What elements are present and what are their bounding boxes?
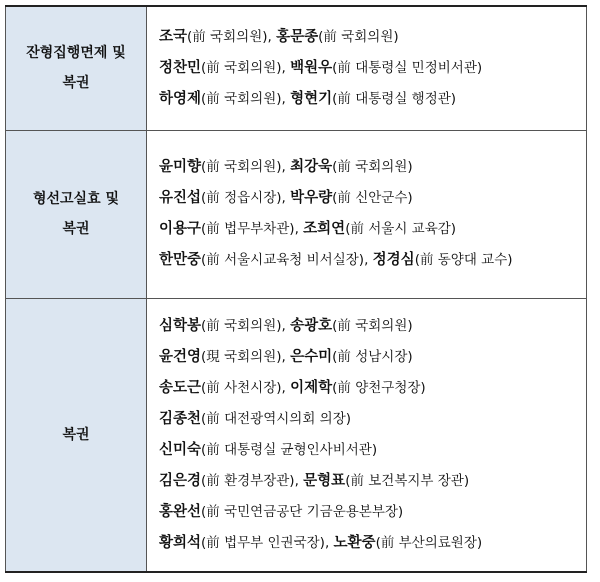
person-position: (前 정읍시장): [201, 190, 282, 206]
list-item: [159, 84, 586, 115]
separator: ,: [267, 28, 277, 45]
list-item: [159, 497, 586, 528]
list-item: [159, 183, 586, 214]
person-name: 송도근: [159, 379, 202, 396]
person-name: 김은경: [159, 472, 202, 489]
category-label: 복권: [62, 221, 90, 237]
separator: ,: [281, 379, 291, 396]
person-position: (現 국회의원): [201, 348, 282, 365]
person-name: 박우량: [290, 190, 333, 206]
person-position: (前 사천시장): [201, 379, 282, 396]
person-position: (前 법무부차관): [201, 221, 295, 237]
person-name: 조국: [159, 28, 188, 45]
person-position: (前 대통령실 행정관): [332, 90, 457, 107]
person-position: (前 국민연금공단 기금운용본부장): [201, 503, 404, 520]
names-cell: [147, 130, 587, 298]
person-position: (前 성남시장): [332, 348, 413, 365]
person-name: 한만중: [159, 252, 202, 268]
person-position: (前 국회의원): [201, 317, 282, 334]
separator: ,: [324, 534, 334, 551]
person-name: 백원우: [290, 59, 333, 76]
person-name: 노환중: [333, 534, 376, 551]
category-label: 복권: [62, 75, 90, 92]
person-name: 하영제: [159, 90, 202, 107]
table-row: [6, 6, 587, 130]
list-item: [159, 22, 586, 53]
pardon-list-table: [5, 5, 587, 573]
separator: ,: [281, 59, 291, 76]
category-label: 잔형집행면제 및: [26, 45, 126, 62]
table-row: [6, 130, 587, 298]
person-name: 최강욱: [290, 159, 333, 175]
separator: ,: [281, 190, 291, 206]
person-position: (前 국회의원): [187, 28, 268, 45]
list-item: [159, 342, 586, 373]
person-name: 유진섭: [159, 190, 202, 206]
person-name: 송광호: [290, 317, 333, 334]
separator: ,: [281, 317, 291, 334]
category-label: 형선고실효 및: [32, 191, 120, 207]
person-position: (前 국회의원): [201, 90, 282, 107]
person-position: (前 환경부장관): [201, 472, 295, 489]
list-item: [159, 53, 586, 84]
list-item: [159, 152, 586, 183]
separator: ,: [281, 348, 291, 365]
list-item: [159, 404, 586, 435]
list-item: [159, 528, 586, 559]
separator: ,: [281, 90, 291, 107]
person-name: 윤미향: [159, 159, 202, 175]
person-name: 황희석: [159, 534, 202, 551]
separator: ,: [364, 252, 373, 268]
category-label: 복권: [62, 426, 90, 443]
person-position: (前 국회의원): [332, 317, 413, 334]
person-name: 홍문종: [276, 28, 319, 45]
person-position: (前 국회의원): [318, 28, 399, 45]
person-name: 조희연: [303, 221, 346, 237]
person-name: 이용구: [159, 221, 202, 237]
person-name: 심학봉: [159, 317, 202, 334]
list-item: [159, 214, 586, 245]
list-item: [159, 311, 586, 342]
person-name: 형현기: [290, 90, 333, 107]
category-cell: [6, 130, 147, 298]
person-name: 문형표: [303, 472, 346, 489]
list-item: [159, 466, 586, 497]
list-item: [159, 245, 586, 276]
person-position: (前 서울시교육청 비서실장): [201, 252, 365, 268]
person-position: (前 보건복지부 장관): [345, 472, 470, 489]
person-position: (前 대통령실 균형인사비서관): [201, 441, 378, 458]
person-position: (前 국회의원): [332, 159, 413, 175]
person-position: (前 대통령실 민정비서관): [332, 59, 483, 76]
separator: ,: [281, 159, 291, 175]
person-name: 신미숙: [159, 441, 202, 458]
separator: ,: [294, 221, 304, 237]
names-cell: [147, 298, 587, 572]
person-position: (前 양천구청장): [332, 379, 426, 396]
person-name: 김종천: [159, 410, 202, 427]
person-position: (前 대전광역시의회 의장): [201, 410, 352, 427]
names-cell: [147, 6, 587, 130]
person-name: 홍완선: [159, 503, 202, 520]
person-name: 은수미: [290, 348, 333, 365]
person-name: 윤건영: [159, 348, 202, 365]
person-position: (前 동양대 교수): [414, 252, 513, 268]
separator: ,: [294, 472, 304, 489]
person-position: (前 신안군수): [332, 190, 413, 206]
category-cell: [6, 6, 147, 130]
person-name: 정경심: [372, 252, 415, 268]
table-body: [6, 6, 587, 572]
person-position: (前 서울시 교육감): [345, 221, 457, 237]
category-cell: [6, 298, 147, 572]
person-position: (前 부산의료원장): [375, 534, 483, 551]
person-position: (前 국회의원): [201, 59, 282, 76]
list-item: [159, 373, 586, 404]
person-name: 정찬민: [159, 59, 202, 76]
person-name: 이제학: [290, 379, 333, 396]
person-position: (前 법무부 인권국장): [201, 534, 325, 551]
table-row: [6, 298, 587, 572]
person-position: (前 국회의원): [201, 159, 282, 175]
list-item: [159, 435, 586, 466]
